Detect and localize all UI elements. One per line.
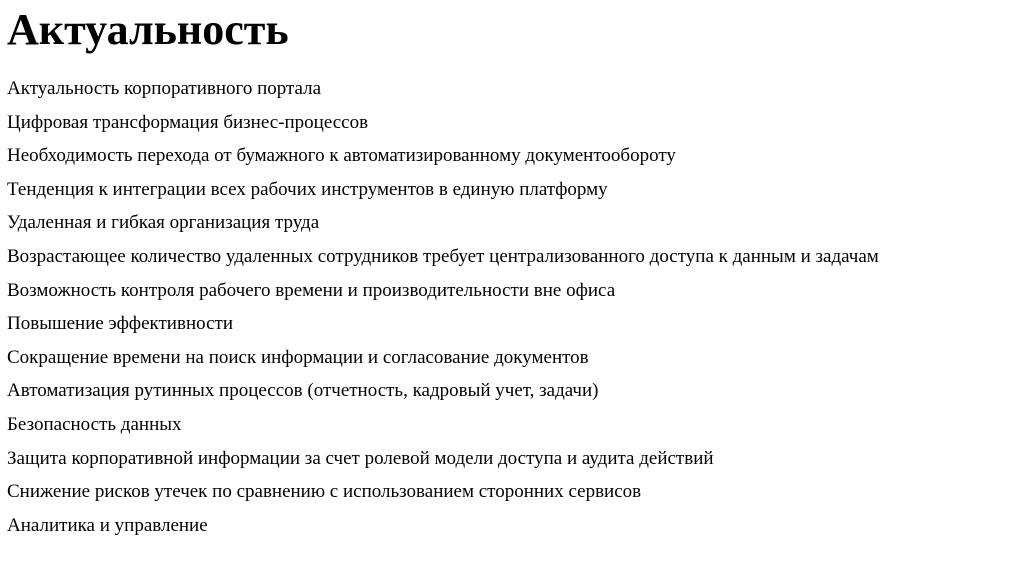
text-line: Возрастающее количество удаленных сотрудников требует централизованного доступа к данным и задачам: [7, 245, 879, 267]
text-line: Автоматизация рутинных процессов (отчетность, кадровый учет, задачи): [7, 380, 599, 402]
text-line: Сокращение времени на поиск информации и согласование документов: [7, 346, 589, 368]
text-line: Возможность контроля рабочего времени и производительности вне офиса: [7, 279, 616, 301]
text-line: Удаленная и гибкая организация труда: [7, 212, 320, 234]
slide-title: Актуальность: [7, 5, 289, 54]
text-lines: [7, 72, 879, 542]
text-line: Безопасность данных: [7, 413, 182, 435]
text-line: Необходимость перехода от бумажного к автоматизированному документообороту: [7, 145, 676, 167]
text-line: Тенденция к интеграции всех рабочих инструментов в единую платформу: [7, 178, 608, 200]
text-line: Актуальность корпоративного портала: [7, 78, 322, 99]
text-line: Снижение рисков утечек по сравнению с использованием сторонних сервисов: [7, 481, 642, 503]
text-line: Аналитика и управление: [7, 514, 208, 536]
text-line: Защита корпоративной информации за счет ролевой модели доступа и аудита действий: [7, 447, 714, 469]
text-line: Цифровая трансформация бизнес-процессов: [7, 111, 369, 133]
text-line: Повышение эффективности: [7, 313, 233, 335]
